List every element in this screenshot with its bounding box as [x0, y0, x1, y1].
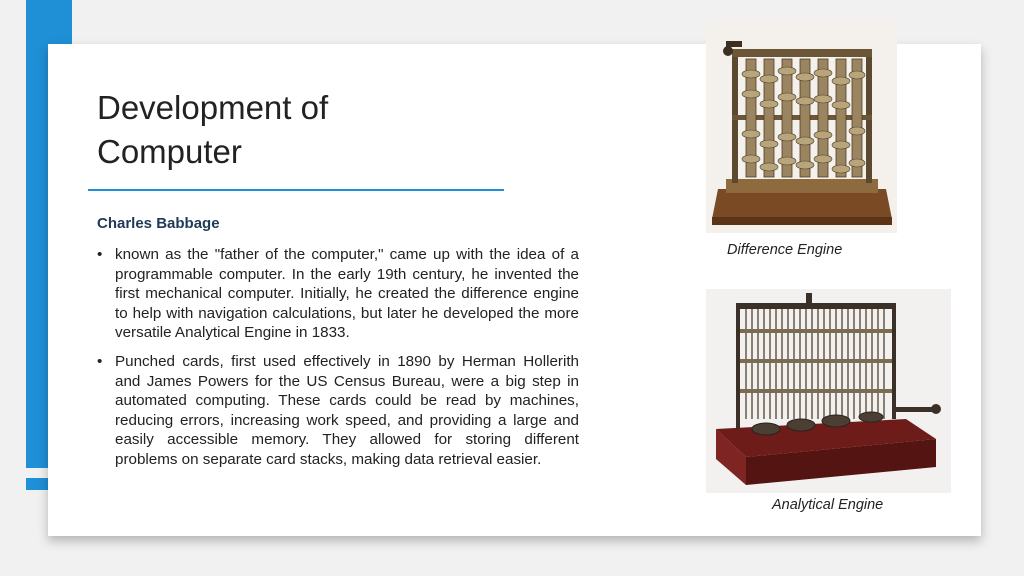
accent-bar-left — [26, 0, 48, 468]
title-line-2: Computer — [97, 133, 242, 170]
bullet-item — [97, 352, 579, 470]
title-divider — [88, 189, 504, 191]
section-heading: Charles Babbage — [97, 215, 220, 232]
page-title — [97, 86, 328, 174]
bullet-text: Punched cards, first used effectively in 1890 by Herman Hollerith and James Powers for the US Census Bureau, were a big step in automated computing. These cards could be read by machines, reducing errors, increasing work speed, and providing a large and easily accessible memory. They allowed for storing different problems on separate card stacks, making data retrieval easier. — [115, 352, 579, 468]
bullet-list — [97, 245, 579, 479]
analytical-engine-caption: Analytical Engine — [772, 497, 884, 513]
accent-bar-bottom — [26, 478, 48, 490]
difference-engine-image — [706, 19, 897, 233]
bullet-marker: • — [97, 352, 103, 370]
bullet-marker: • — [97, 246, 103, 263]
analytical-engine-image — [706, 289, 951, 493]
title-line-1: Development of — [97, 89, 329, 126]
bullet-text: known as the "father of the computer," came up with the idea of a programmable computer. In the early 19th century, he invented the first mechanical computer. Initially, he created the difference engine to help with navigation calculations, but later he developed the more versatile Analytical Engine in 1833. — [115, 246, 579, 342]
bullet-item — [97, 245, 579, 343]
difference-engine-caption: Difference Engine — [727, 242, 843, 258]
